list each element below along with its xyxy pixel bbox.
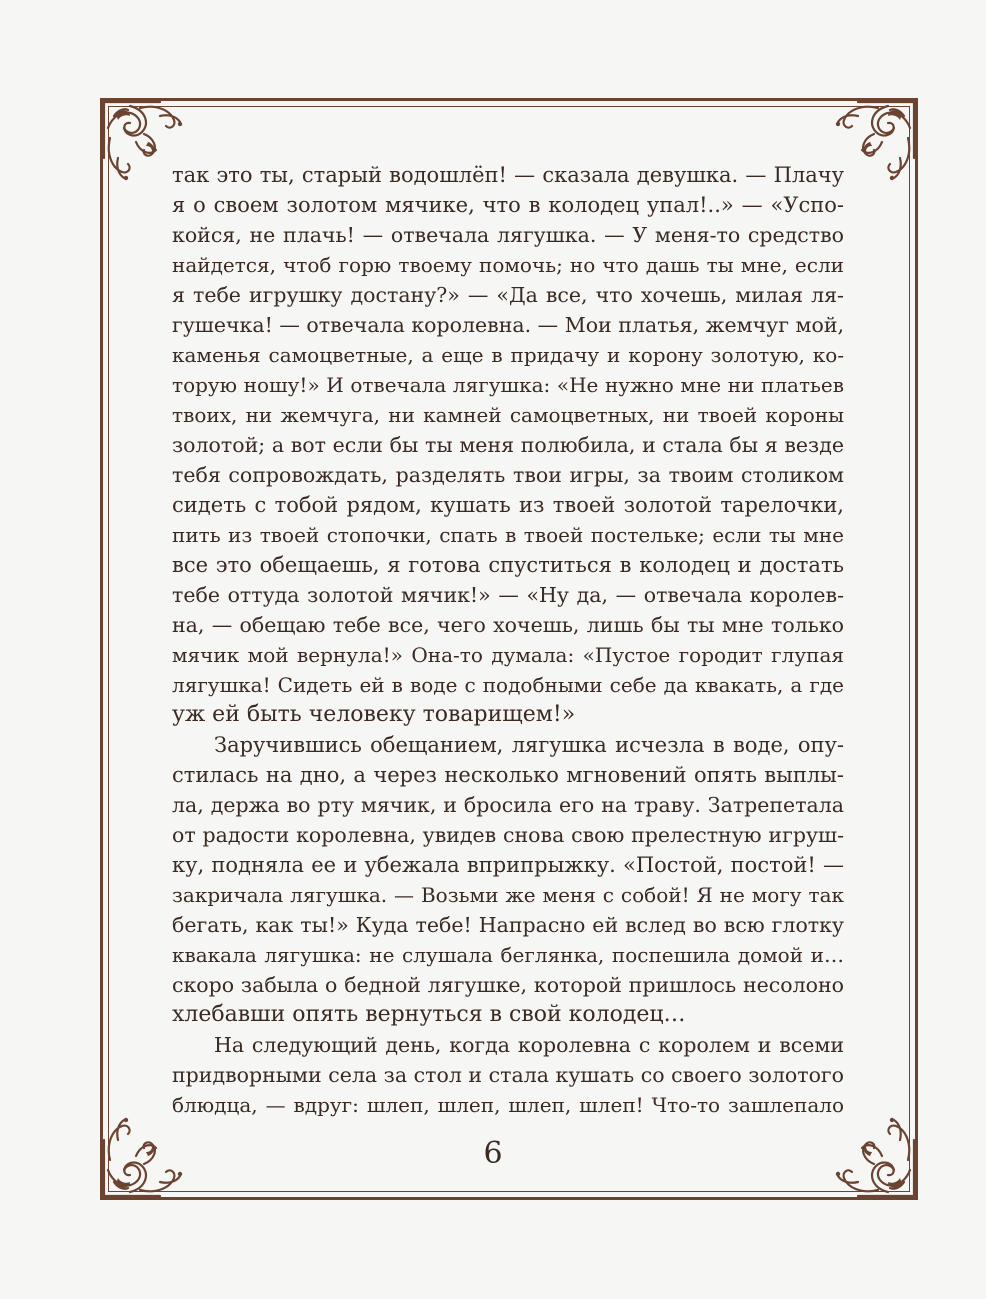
- paragraph: [172, 730, 844, 1030]
- text-line: от радости королевна, увидев снова свою прелестную игруш-: [172, 823, 844, 847]
- text-line: На следующий день, когда королевна с королем и всеми: [214, 1033, 844, 1057]
- paragraph: [172, 1030, 844, 1120]
- text-line: я о своем золотом мячике, что в колодец упал!..» — «Успо-: [172, 193, 844, 217]
- text-line: на, — обещаю тебе все, чего хочешь, лишь бы ты мне только: [172, 613, 844, 637]
- page-number: 6: [483, 1136, 503, 1171]
- text-line: лягушка! Сидеть ей в воде с подобными себе да квакать, а где: [172, 673, 844, 697]
- text-line: мячик мой вернула!» Она-то думала: «Пустое городит глупая: [172, 643, 844, 667]
- text-line: золотой; а вот если бы ты меня полюбила, и стала бы я везде: [172, 433, 844, 457]
- text-line: торую ношу!» И отвечала лягушка: «Не нужно мне ни платьев: [172, 373, 844, 397]
- text-line: закричала лягушка. — Возьми же меня с собой! Я не могу так: [172, 883, 844, 907]
- text-line: уж ей быть человеку товарищем!»: [172, 702, 576, 727]
- paragraph: [172, 160, 844, 730]
- text-line: Заручившись обещанием, лягушка исчезла в воде, опу-: [214, 733, 844, 757]
- text-line: ку, подняла ее и убежала вприпрыжку. «Постой, постой! —: [172, 853, 844, 877]
- text-line: все это обещаешь, я готова спуститься в колодец и достать: [172, 553, 844, 577]
- text-line: тебе оттуда золотой мячик!» — «Ну да, — отвечала королев-: [172, 583, 844, 607]
- text-line: гушечка! — отвечала королевна. — Мои платья, жемчуг мой,: [172, 313, 844, 337]
- text-line: твоих, ни жемчуга, ни камней самоцветных, ни твоей короны: [172, 403, 844, 427]
- text-line: найдется, чтоб горю твоему помочь; но что дашь ты мне, если: [172, 253, 844, 277]
- text-line: придворными села за стол и стала кушать со своего золотого: [172, 1063, 844, 1087]
- text-line: сидеть с тобой рядом, кушать из твоей золотой тарелочки,: [172, 493, 844, 517]
- text-line: так это ты, старый водошлёп! — сказала девушка. — Плачу: [172, 163, 844, 187]
- text-line: пить из твоей стопочки, спать в твоей постельке; если ты мне: [172, 523, 844, 547]
- text-line: стилась на дно, а через несколько мгновений опять выплы-: [172, 763, 844, 787]
- story-text: [172, 160, 844, 1120]
- text-line: я тебе игрушку достану?» — «Да все, что хочешь, милая ля-: [172, 283, 844, 307]
- text-line: хлебавши опять вернуться в свой колодец…: [172, 1002, 686, 1027]
- text-line: ла, держа во рту мячик, и бросила его на траву. Затрепетала: [172, 793, 844, 817]
- text-line: бегать, как ты!» Куда тебе! Напрасно ей вслед во всю глотку: [172, 913, 844, 937]
- text-line: квакала лягушка: не слушала беглянка, поспешила домой и…: [172, 943, 844, 967]
- text-line: блюдца, — вдруг: шлеп, шлеп, шлеп, шлеп! Что-то зашлепало: [172, 1093, 844, 1117]
- text-line: койся, не плачь! — отвечала лягушка. — У меня-то средство: [172, 223, 844, 247]
- text-line: скоро забыла о бедной лягушке, которой пришлось несолоно: [172, 973, 844, 997]
- text-line: тебя сопровождать, разделять твои игры, за твоим столиком: [172, 463, 844, 487]
- text-line: каменья самоцветные, а еще в придачу и корону золотую, ко-: [172, 343, 844, 367]
